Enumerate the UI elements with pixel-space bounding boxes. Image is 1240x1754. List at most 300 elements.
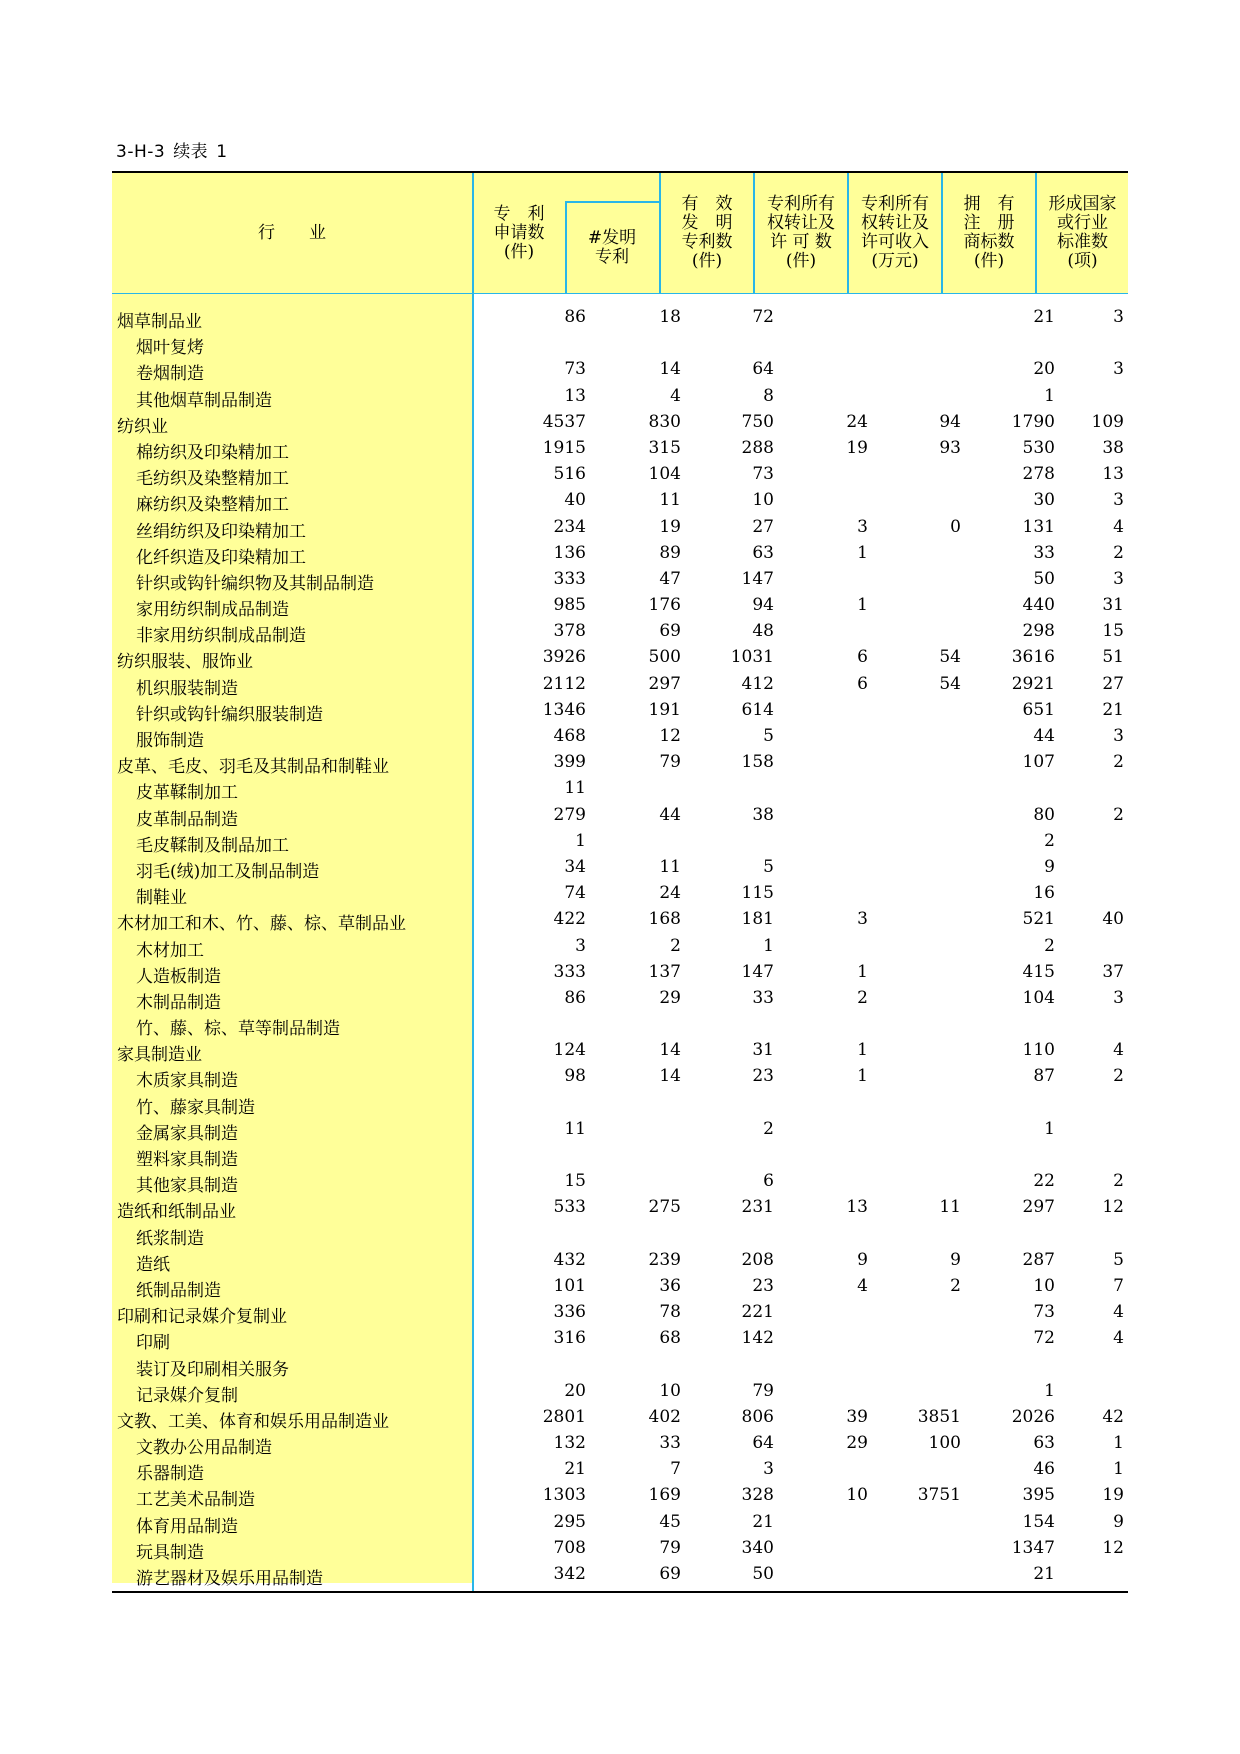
invention-patents-value: 29 bbox=[659, 987, 681, 1008]
patent-applications-value: 468 bbox=[553, 726, 586, 746]
standards-value: 31 bbox=[1102, 595, 1124, 616]
transfer-count-value: 9 bbox=[857, 1249, 868, 1270]
valid-invention-patents-value: 63 bbox=[752, 542, 774, 563]
standards-value: 3 bbox=[1113, 726, 1124, 746]
transfer-income-value: 54 bbox=[939, 673, 961, 694]
invention-patents-value: 402 bbox=[648, 1406, 681, 1427]
transfer-income-value: 0 bbox=[950, 516, 961, 537]
industry-name: 针织或钩针编织服装制造 bbox=[136, 704, 323, 725]
industry-name: 纺织服装、服饰业 bbox=[117, 652, 253, 673]
registered-trademarks-value: 415 bbox=[1022, 961, 1055, 982]
valid-invention-patents-value: 158 bbox=[741, 752, 774, 773]
industry-name: 化纤织造及印染精加工 bbox=[136, 547, 306, 568]
table-code: 3-H-3 bbox=[116, 142, 166, 162]
table-row bbox=[112, 934, 1128, 960]
standards-value: 3 bbox=[1113, 568, 1124, 589]
invention-patents-value: 14 bbox=[659, 359, 681, 380]
standards-value: 13 bbox=[1102, 464, 1124, 485]
invention-patents-value: 168 bbox=[648, 909, 681, 930]
registered-trademarks-value: 9 bbox=[1044, 856, 1055, 877]
table-page: 1 bbox=[216, 142, 228, 162]
registered-trademarks-value: 2 bbox=[1044, 830, 1055, 851]
transfer-count-value: 3 bbox=[857, 909, 868, 930]
industry-name: 纸制品制造 bbox=[136, 1280, 221, 1301]
invention-patents-value: 44 bbox=[659, 804, 681, 825]
table-row bbox=[112, 1536, 1128, 1562]
industry-name: 记录媒介复制 bbox=[136, 1385, 238, 1406]
industry-name: 其他烟草制品制造 bbox=[136, 390, 272, 411]
valid-invention-patents-value: 94 bbox=[752, 595, 774, 616]
industry-name: 棉纺织及印染精加工 bbox=[136, 442, 289, 463]
industry-name: 家用纺织制成品制造 bbox=[136, 600, 289, 621]
header-transfer-count: 专利所有 权转让及 许 可 数 (件) bbox=[767, 194, 835, 271]
table-row bbox=[112, 986, 1128, 1012]
patent-applications-value: 432 bbox=[553, 1249, 586, 1270]
registered-trademarks-value: 104 bbox=[1022, 987, 1055, 1008]
table-row bbox=[112, 1562, 1128, 1588]
patent-applications-value: 34 bbox=[564, 856, 586, 877]
industry-name: 纸浆制造 bbox=[136, 1228, 204, 1249]
invention-patents-value: 45 bbox=[659, 1511, 681, 1532]
registered-trademarks-value: 395 bbox=[1022, 1485, 1055, 1506]
table-row bbox=[112, 1012, 1128, 1038]
transfer-count-value: 39 bbox=[846, 1406, 868, 1427]
table-title bbox=[116, 137, 228, 162]
valid-invention-patents-value: 10 bbox=[752, 490, 774, 511]
patent-applications-value: 40 bbox=[564, 490, 586, 511]
table-row bbox=[112, 881, 1128, 907]
standards-value: 12 bbox=[1102, 1197, 1124, 1218]
column-divider bbox=[847, 173, 849, 293]
patent-applications-value: 333 bbox=[553, 961, 586, 982]
header-transfer-income: 专利所有 权转让及 许可收入 (万元) bbox=[861, 194, 929, 271]
table-row bbox=[112, 1300, 1128, 1326]
table-row bbox=[112, 803, 1128, 829]
table-body bbox=[112, 305, 1128, 1588]
industry-name: 木质家具制造 bbox=[136, 1071, 238, 1092]
invention-patents-value: 10 bbox=[659, 1380, 681, 1401]
patent-applications-value: 4537 bbox=[542, 411, 586, 432]
table-row bbox=[112, 1483, 1128, 1509]
registered-trademarks-value: 107 bbox=[1022, 752, 1055, 773]
patent-applications-value: 422 bbox=[553, 909, 586, 930]
industry-name: 丝绢纺织及印染精加工 bbox=[136, 521, 306, 542]
table-row bbox=[112, 305, 1128, 331]
registered-trademarks-value: 278 bbox=[1022, 464, 1055, 485]
industry-name: 工艺美术品制造 bbox=[136, 1490, 255, 1511]
valid-invention-patents-value: 38 bbox=[752, 804, 774, 825]
registered-trademarks-value: 10 bbox=[1033, 1275, 1055, 1296]
patent-applications-value: 73 bbox=[564, 359, 586, 380]
valid-invention-patents-value: 208 bbox=[741, 1249, 774, 1270]
valid-invention-patents-value: 115 bbox=[741, 883, 774, 904]
invention-patents-value: 176 bbox=[648, 595, 681, 616]
registered-trademarks-value: 298 bbox=[1022, 621, 1055, 642]
registered-trademarks-value: 22 bbox=[1033, 1171, 1055, 1192]
standards-value: 21 bbox=[1102, 699, 1124, 720]
standards-value: 4 bbox=[1113, 1328, 1124, 1349]
standards-value: 19 bbox=[1102, 1485, 1124, 1506]
standards-value: 4 bbox=[1113, 516, 1124, 537]
valid-invention-patents-value: 288 bbox=[741, 437, 774, 458]
industry-name: 竹、藤家具制造 bbox=[136, 1097, 255, 1118]
patent-applications-value: 1 bbox=[575, 830, 586, 851]
industry-name: 造纸和纸制品业 bbox=[117, 1202, 236, 1223]
registered-trademarks-value: 72 bbox=[1033, 1328, 1055, 1349]
transfer-income-value: 93 bbox=[939, 437, 961, 458]
valid-invention-patents-value: 750 bbox=[741, 411, 774, 432]
invention-patents-value: 7 bbox=[670, 1459, 681, 1480]
invention-patents-value: 14 bbox=[659, 1066, 681, 1087]
patent-applications-value: 279 bbox=[553, 804, 586, 825]
patent-applications-value: 533 bbox=[553, 1197, 586, 1218]
patent-applications-value: 15 bbox=[564, 1171, 586, 1192]
registered-trademarks-value: 30 bbox=[1033, 490, 1055, 511]
transfer-income-value: 2 bbox=[950, 1275, 961, 1296]
invention-patents-value: 69 bbox=[659, 1564, 681, 1584]
table-row bbox=[112, 1195, 1128, 1221]
industry-name: 非家用纺织制成品制造 bbox=[136, 626, 306, 647]
industry-name: 体育用品制造 bbox=[136, 1516, 238, 1537]
patent-applications-value: 234 bbox=[553, 516, 586, 537]
standards-value: 40 bbox=[1102, 909, 1124, 930]
industry-name: 人造板制造 bbox=[136, 966, 221, 987]
registered-trademarks-value: 521 bbox=[1022, 909, 1055, 930]
industry-name: 麻纺织及染整精加工 bbox=[136, 495, 289, 516]
industry-name: 毛纺织及染整精加工 bbox=[136, 469, 289, 490]
invention-patents-value: 24 bbox=[659, 883, 681, 904]
patent-applications-value: 86 bbox=[564, 307, 586, 327]
registered-trademarks-value: 1790 bbox=[1011, 411, 1055, 432]
table-header bbox=[112, 173, 1128, 293]
registered-trademarks-value: 44 bbox=[1033, 726, 1055, 746]
invention-patents-value: 36 bbox=[659, 1275, 681, 1296]
transfer-income-value: 11 bbox=[939, 1197, 961, 1218]
industry-name: 羽毛(绒)加工及制品制造 bbox=[136, 861, 320, 882]
industry-name: 印刷和记录媒介复制业 bbox=[117, 1307, 287, 1328]
standards-value: 12 bbox=[1102, 1537, 1124, 1558]
industry-name: 其他家具制造 bbox=[136, 1176, 238, 1197]
valid-invention-patents-value: 614 bbox=[741, 699, 774, 720]
standards-value: 3 bbox=[1113, 359, 1124, 380]
valid-invention-patents-value: 72 bbox=[752, 307, 774, 327]
industry-name: 玩具制造 bbox=[136, 1542, 204, 1563]
transfer-count-value: 24 bbox=[846, 411, 868, 432]
table-row bbox=[112, 776, 1128, 802]
industry-name: 文教办公用品制造 bbox=[136, 1438, 272, 1459]
registered-trademarks-value: 530 bbox=[1022, 437, 1055, 458]
industry-name: 皮革鞣制加工 bbox=[136, 783, 238, 804]
industry-name: 乐器制造 bbox=[136, 1464, 204, 1485]
header-invention-patents: #发明 专利 bbox=[587, 228, 637, 267]
standards-value: 42 bbox=[1102, 1406, 1124, 1427]
table-row bbox=[112, 1405, 1128, 1431]
patent-applications-value: 1915 bbox=[542, 437, 586, 458]
invention-patents-value: 12 bbox=[659, 726, 681, 746]
transfer-count-value: 2 bbox=[857, 987, 868, 1008]
patent-applications-value: 11 bbox=[564, 1118, 586, 1139]
industry-name: 烟草制品业 bbox=[117, 312, 202, 332]
standards-value: 4 bbox=[1113, 1040, 1124, 1061]
invention-patents-value: 11 bbox=[659, 490, 681, 511]
industry-name: 造纸 bbox=[136, 1254, 170, 1275]
patent-applications-value: 378 bbox=[553, 621, 586, 642]
valid-invention-patents-value: 50 bbox=[752, 1564, 774, 1584]
column-divider bbox=[1035, 173, 1037, 293]
valid-invention-patents-value: 27 bbox=[752, 516, 774, 537]
header-sub-rule bbox=[565, 201, 661, 203]
column-divider bbox=[753, 173, 755, 293]
table-row bbox=[112, 1274, 1128, 1300]
patent-applications-value: 399 bbox=[553, 752, 586, 773]
valid-invention-patents-value: 73 bbox=[752, 464, 774, 485]
industry-name: 机织服装制造 bbox=[136, 678, 238, 699]
valid-invention-patents-value: 33 bbox=[752, 987, 774, 1008]
invention-patents-value: 47 bbox=[659, 568, 681, 589]
table-row bbox=[112, 488, 1128, 514]
table-row bbox=[112, 672, 1128, 698]
valid-invention-patents-value: 3 bbox=[763, 1459, 774, 1480]
industry-name: 文教、工美、体育和娱乐用品制造业 bbox=[117, 1411, 389, 1432]
valid-invention-patents-value: 23 bbox=[752, 1275, 774, 1296]
table-row bbox=[112, 1457, 1128, 1483]
patent-applications-value: 124 bbox=[553, 1040, 586, 1061]
industry-name: 家具制造业 bbox=[117, 1045, 202, 1066]
invention-patents-value: 830 bbox=[648, 411, 681, 432]
invention-patents-value: 79 bbox=[659, 1537, 681, 1558]
registered-trademarks-value: 2 bbox=[1044, 935, 1055, 956]
table-row bbox=[112, 1248, 1128, 1274]
patent-applications-value: 21 bbox=[564, 1459, 586, 1480]
patent-applications-value: 2801 bbox=[542, 1406, 586, 1427]
standards-value: 2 bbox=[1113, 542, 1124, 563]
transfer-count-value: 10 bbox=[846, 1485, 868, 1506]
invention-patents-value: 137 bbox=[648, 961, 681, 982]
table-row bbox=[112, 1038, 1128, 1064]
invention-patents-value: 4 bbox=[670, 385, 681, 406]
table-row bbox=[112, 1379, 1128, 1405]
standards-value: 2 bbox=[1113, 804, 1124, 825]
industry-name: 木材加工和木、竹、藤、棕、草制品业 bbox=[117, 914, 406, 935]
header-bottom-rule bbox=[112, 293, 1128, 294]
registered-trademarks-value: 1 bbox=[1044, 1118, 1055, 1139]
invention-patents-value: 297 bbox=[648, 673, 681, 694]
valid-invention-patents-value: 23 bbox=[752, 1066, 774, 1087]
patent-applications-value: 336 bbox=[553, 1302, 586, 1323]
patent-applications-value: 2112 bbox=[542, 673, 586, 694]
registered-trademarks-value: 110 bbox=[1022, 1040, 1055, 1061]
table-row bbox=[112, 829, 1128, 855]
table-row bbox=[112, 567, 1128, 593]
industry-name: 游艺器材及娱乐用品制造 bbox=[136, 1569, 323, 1589]
transfer-income-value: 9 bbox=[950, 1249, 961, 1270]
patent-applications-value: 1346 bbox=[542, 699, 586, 720]
standards-value: 2 bbox=[1113, 1171, 1124, 1192]
invention-patents-value: 239 bbox=[648, 1249, 681, 1270]
standards-value: 2 bbox=[1113, 752, 1124, 773]
table-row bbox=[112, 1064, 1128, 1090]
table-suffix: 续表 bbox=[173, 142, 209, 162]
registered-trademarks-value: 21 bbox=[1033, 1564, 1055, 1584]
registered-trademarks-value: 80 bbox=[1033, 804, 1055, 825]
invention-patents-value: 169 bbox=[648, 1485, 681, 1506]
table-row bbox=[112, 1169, 1128, 1195]
transfer-count-value: 1 bbox=[857, 1066, 868, 1087]
industry-name: 纺织业 bbox=[117, 416, 168, 437]
table-row bbox=[112, 331, 1128, 357]
registered-trademarks-value: 20 bbox=[1033, 359, 1055, 380]
invention-patents-value: 18 bbox=[659, 307, 681, 327]
invention-patents-value: 79 bbox=[659, 752, 681, 773]
table-row bbox=[112, 1222, 1128, 1248]
standards-value: 3 bbox=[1113, 490, 1124, 511]
table-row bbox=[112, 907, 1128, 933]
invention-patents-value: 191 bbox=[648, 699, 681, 720]
invention-patents-value: 315 bbox=[648, 437, 681, 458]
valid-invention-patents-value: 221 bbox=[741, 1302, 774, 1323]
patent-applications-value: 101 bbox=[553, 1275, 586, 1296]
patent-applications-value: 342 bbox=[553, 1564, 586, 1584]
patent-applications-value: 86 bbox=[564, 987, 586, 1008]
industry-name: 制鞋业 bbox=[136, 888, 187, 909]
transfer-count-value: 6 bbox=[857, 647, 868, 668]
standards-value: 51 bbox=[1102, 647, 1124, 668]
invention-patents-value: 78 bbox=[659, 1302, 681, 1323]
column-divider bbox=[565, 201, 567, 293]
valid-invention-patents-value: 64 bbox=[752, 1433, 774, 1454]
transfer-count-value: 19 bbox=[846, 437, 868, 458]
registered-trademarks-value: 63 bbox=[1033, 1433, 1055, 1454]
standards-value: 7 bbox=[1113, 1275, 1124, 1296]
industry-name: 装订及印刷相关服务 bbox=[136, 1359, 289, 1380]
registered-trademarks-value: 1347 bbox=[1011, 1537, 1055, 1558]
industry-name: 木材加工 bbox=[136, 940, 204, 961]
registered-trademarks-value: 73 bbox=[1033, 1302, 1055, 1323]
column-divider bbox=[659, 173, 661, 293]
header-valid-invention-patents: 有 效 发 明 专利数 (件) bbox=[681, 194, 733, 271]
patent-applications-value: 74 bbox=[564, 883, 586, 904]
invention-patents-value: 33 bbox=[659, 1433, 681, 1454]
table-row bbox=[112, 384, 1128, 410]
table-row bbox=[112, 645, 1128, 671]
valid-invention-patents-value: 142 bbox=[741, 1328, 774, 1349]
patent-applications-value: 3926 bbox=[542, 647, 586, 668]
patent-applications-value: 708 bbox=[553, 1537, 586, 1558]
table-row bbox=[112, 541, 1128, 567]
table-bottom-rule bbox=[112, 1591, 1128, 1593]
table-row bbox=[112, 960, 1128, 986]
industry-name: 金属家具制造 bbox=[136, 1123, 238, 1144]
valid-invention-patents-value: 1 bbox=[763, 935, 774, 956]
table-row bbox=[112, 1117, 1128, 1143]
table-row bbox=[112, 698, 1128, 724]
patent-applications-value: 98 bbox=[564, 1066, 586, 1087]
industry-name: 烟叶复烤 bbox=[136, 338, 204, 359]
registered-trademarks-value: 50 bbox=[1033, 568, 1055, 589]
valid-invention-patents-value: 6 bbox=[763, 1171, 774, 1192]
industry-name: 皮革、毛皮、羽毛及其制品和制鞋业 bbox=[117, 757, 389, 778]
patent-applications-value: 132 bbox=[553, 1433, 586, 1454]
transfer-count-value: 3 bbox=[857, 516, 868, 537]
standards-value: 2 bbox=[1113, 1066, 1124, 1087]
invention-patents-value: 14 bbox=[659, 1040, 681, 1061]
industry-name: 卷烟制造 bbox=[136, 364, 204, 385]
table-row bbox=[112, 1353, 1128, 1379]
transfer-count-value: 1 bbox=[857, 961, 868, 982]
transfer-count-value: 13 bbox=[846, 1197, 868, 1218]
invention-patents-value: 69 bbox=[659, 621, 681, 642]
industry-name: 竹、藤、棕、草等制品制造 bbox=[136, 1019, 340, 1040]
transfer-count-value: 6 bbox=[857, 673, 868, 694]
registered-trademarks-value: 287 bbox=[1022, 1249, 1055, 1270]
transfer-count-value: 29 bbox=[846, 1433, 868, 1454]
table-row bbox=[112, 724, 1128, 750]
valid-invention-patents-value: 412 bbox=[741, 673, 774, 694]
invention-patents-value: 11 bbox=[659, 856, 681, 877]
table-row bbox=[112, 357, 1128, 383]
valid-invention-patents-value: 64 bbox=[752, 359, 774, 380]
patent-applications-value: 20 bbox=[564, 1380, 586, 1401]
registered-trademarks-value: 154 bbox=[1022, 1511, 1055, 1532]
standards-value: 5 bbox=[1113, 1249, 1124, 1270]
patent-applications-value: 1303 bbox=[542, 1485, 586, 1506]
transfer-income-value: 54 bbox=[939, 647, 961, 668]
invention-patents-value: 68 bbox=[659, 1328, 681, 1349]
patent-applications-value: 11 bbox=[564, 778, 586, 799]
table-row bbox=[112, 436, 1128, 462]
standards-value: 4 bbox=[1113, 1302, 1124, 1323]
header-standards: 形成国家 或行业 标准数 (项) bbox=[1048, 194, 1117, 271]
invention-patents-value: 2 bbox=[670, 935, 681, 956]
invention-patents-value: 275 bbox=[648, 1197, 681, 1218]
standards-value: 38 bbox=[1102, 437, 1124, 458]
standards-value: 9 bbox=[1113, 1511, 1124, 1532]
registered-trademarks-value: 440 bbox=[1022, 595, 1055, 616]
invention-patents-value: 89 bbox=[659, 542, 681, 563]
valid-invention-patents-value: 231 bbox=[741, 1197, 774, 1218]
standards-value: 15 bbox=[1102, 621, 1124, 642]
registered-trademarks-value: 1 bbox=[1044, 1380, 1055, 1401]
transfer-count-value: 1 bbox=[857, 542, 868, 563]
transfer-income-value: 3751 bbox=[917, 1485, 961, 1506]
valid-invention-patents-value: 1031 bbox=[730, 647, 774, 668]
industry-name: 针织或钩针编织物及其制品制造 bbox=[136, 573, 374, 594]
registered-trademarks-value: 87 bbox=[1033, 1066, 1055, 1087]
patent-applications-value: 136 bbox=[553, 542, 586, 563]
header-registered-trademarks: 拥 有 注 册 商标数 (件) bbox=[963, 194, 1015, 271]
valid-invention-patents-value: 5 bbox=[763, 726, 774, 746]
industry-name: 木制品制造 bbox=[136, 992, 221, 1013]
valid-invention-patents-value: 147 bbox=[741, 568, 774, 589]
valid-invention-patents-value: 340 bbox=[741, 1537, 774, 1558]
valid-invention-patents-value: 181 bbox=[741, 909, 774, 930]
invention-patents-value: 104 bbox=[648, 464, 681, 485]
table-row bbox=[112, 462, 1128, 488]
registered-trademarks-value: 16 bbox=[1033, 883, 1055, 904]
table-row bbox=[112, 593, 1128, 619]
patent-applications-value: 295 bbox=[553, 1511, 586, 1532]
registered-trademarks-value: 651 bbox=[1022, 699, 1055, 720]
valid-invention-patents-value: 48 bbox=[752, 621, 774, 642]
table-row bbox=[112, 1326, 1128, 1352]
patent-applications-value: 316 bbox=[553, 1328, 586, 1349]
registered-trademarks-value: 131 bbox=[1022, 516, 1055, 537]
standards-value: 1 bbox=[1113, 1433, 1124, 1454]
transfer-income-value: 3851 bbox=[917, 1406, 961, 1427]
valid-invention-patents-value: 8 bbox=[763, 385, 774, 406]
industry-name: 皮革制品制造 bbox=[136, 809, 238, 830]
industry-name: 塑料家具制造 bbox=[136, 1150, 238, 1170]
